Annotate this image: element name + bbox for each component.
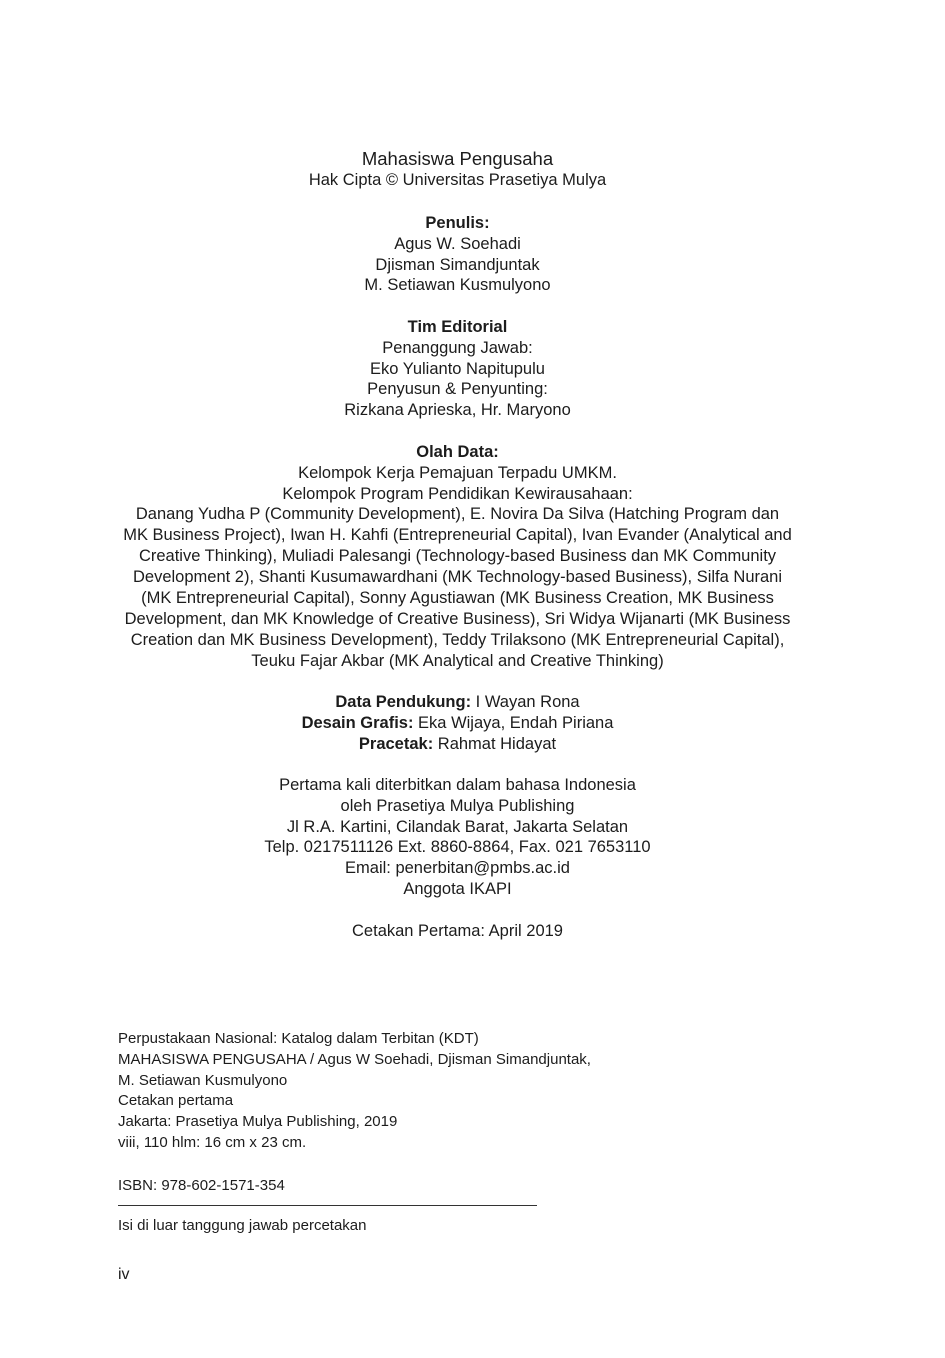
divider-rule — [118, 1205, 537, 1206]
publisher-line: Jl R.A. Kartini, Cilandak Barat, Jakarta Selatan — [286, 817, 629, 836]
catalog-line: Jakarta: Prasetiya Mulya Publishing, 2019 — [118, 1113, 398, 1131]
author-name: Djisman Simandjuntak — [375, 255, 540, 274]
data-processing-heading: Olah Data: — [416, 443, 499, 461]
credit-line — [100, 734, 815, 755]
data-processing-block — [100, 442, 815, 672]
editorial-heading: Tim Editorial — [407, 318, 508, 336]
edition-line: Cetakan Pertama: April 2019 — [352, 922, 563, 940]
editorial-line: Penanggung Jawab: — [382, 338, 533, 357]
data-processing-line: Kelompok Kerja Pemajuan Terpadu UMKM. — [298, 463, 617, 482]
book-title: Mahasiswa Pengusaha — [361, 148, 554, 169]
contributors-line: MK Business Project), Iwan H. Kahfi (Entrepreneurial Capital), Ivan Evander (Analytical and — [123, 526, 792, 545]
publisher-line: oleh Prasetiya Mulya Publishing — [340, 796, 575, 815]
catalog-line: viii, 110 hlm: 16 cm x 23 cm. — [118, 1133, 307, 1151]
contributors-line: Development, dan MK Knowledge of Creative Business), Sri Widya Wijanarti (MK Business — [124, 609, 791, 628]
credits-block — [100, 692, 815, 754]
publisher-line: Telp. 0217511126 Ext. 8860-8864, Fax. 021 7653110 — [264, 838, 651, 857]
authors-block — [100, 213, 815, 296]
publisher-block — [100, 775, 815, 900]
editorial-line: Rizkana Aprieska, Hr. Maryono — [344, 401, 571, 420]
editorial-line: Eko Yulianto Napitupulu — [370, 359, 545, 378]
author-name: Agus W. Soehadi — [394, 234, 521, 253]
catalog-line: MAHASISWA PENGUSAHA / Agus W Soehadi, Djisman Simandjuntak, — [118, 1050, 591, 1068]
editorial-line: Penyusun & Penyunting: — [367, 380, 548, 399]
contributors-line: Danang Yudha P (Community Development), E. Novira Da Silva (Hatching Program dan — [135, 505, 780, 524]
credit-line — [100, 713, 815, 734]
contributors-line: Teuku Fajar Akbar (MK Analytical and Creative Thinking) — [251, 651, 664, 670]
contributors-line: Development 2), Shanti Kusumawardhani (MK Technology-based Business), Silfa Nurani — [132, 568, 783, 587]
credit-value: I Wayan Rona — [471, 693, 580, 711]
catalog-line: M. Setiawan Kusmulyono — [118, 1071, 288, 1089]
credit-value: Rahmat Hidayat — [433, 734, 557, 753]
catalog-line: Perpustakaan Nasional: Katalog dalam Terbitan (KDT) — [118, 1030, 479, 1047]
publisher-line: Anggota IKAPI — [403, 879, 512, 898]
credit-line — [100, 692, 815, 713]
isbn-line: ISBN: 978-602-1571-354 — [118, 1177, 285, 1194]
authors-heading: Penulis: — [425, 214, 490, 232]
publisher-line: Pertama kali diterbitkan dalam bahasa Indonesia — [279, 776, 636, 794]
copyright-line: Hak Cipta © Universitas Prasetiya Mulya — [308, 171, 607, 189]
credit-value: Eka Wijaya, Endah Piriana — [413, 713, 614, 732]
credit-label: Pracetak: — [358, 734, 434, 753]
catalog-block — [118, 1029, 718, 1154]
title-block — [100, 147, 815, 191]
editorial-block — [100, 317, 815, 421]
credit-label: Data Pendukung: — [335, 693, 472, 711]
page-number: iv — [118, 1266, 130, 1283]
catalog-line: Cetakan pertama — [118, 1092, 234, 1110]
edition-block — [100, 921, 815, 942]
author-name: M. Setiawan Kusmulyono — [364, 276, 551, 295]
contributors-line: (MK Entrepreneurial Capital), Sonny Agustiawan (MK Business Creation, MK Business — [141, 589, 774, 608]
publisher-email: Email: penerbitan@pmbs.ac.id — [345, 859, 570, 878]
data-processing-line: Kelompok Program Pendidikan Kewirausahaan: — [282, 484, 633, 503]
contributors-line: Creative Thinking), Muliadi Palesangi (Technology-based Business dan MK Community — [138, 547, 777, 566]
contributors-line: Creation dan MK Business Development), Teddy Trilaksono (MK Entrepreneurial Capital), — [130, 630, 785, 649]
disclaimer-line: Isi di luar tanggung jawab percetakan — [118, 1217, 367, 1234]
credit-label: Desain Grafis: — [301, 713, 414, 732]
